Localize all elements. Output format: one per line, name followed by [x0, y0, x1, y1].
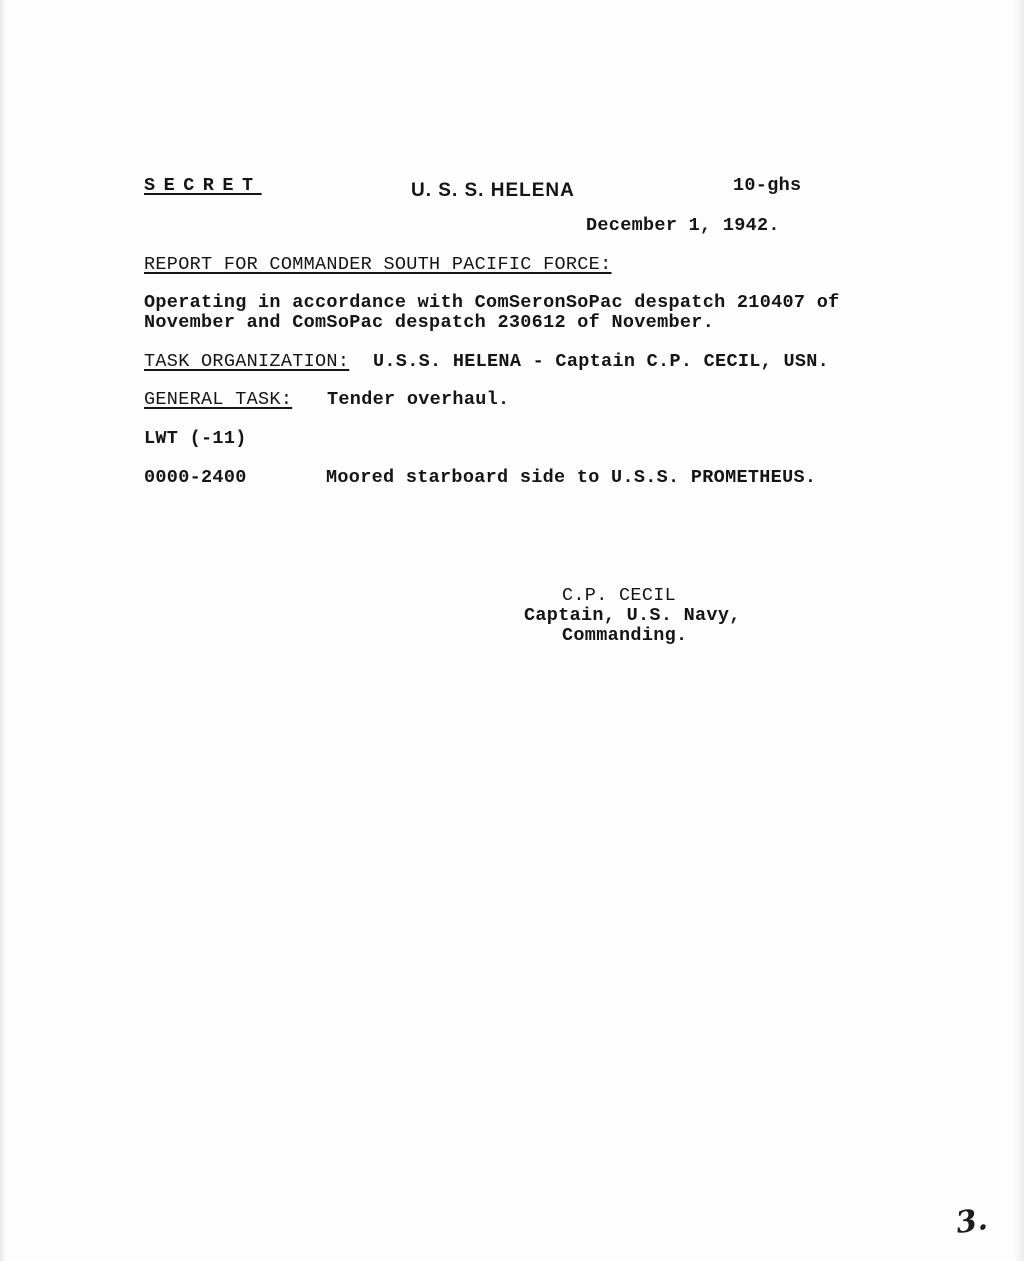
signature-role: Commanding.	[562, 625, 688, 646]
scan-edge-left	[0, 0, 6, 1261]
file-code: 10-ghs	[733, 175, 802, 196]
operating-line-2: November and ComSoPac despatch 230612 of November.	[144, 312, 715, 333]
report-date: December 1, 1942.	[586, 215, 780, 236]
report-heading: REPORT FOR COMMANDER SOUTH PACIFIC FORCE:	[144, 254, 612, 275]
ship-title: U. S. S. HELENA	[411, 180, 575, 201]
log-time: 0000-2400	[144, 467, 247, 488]
classification-label: SECRET	[144, 175, 262, 196]
time-zone: LWT (-11)	[144, 428, 247, 449]
scan-edge-right	[1014, 0, 1024, 1261]
log-entry: Moored starboard side to U.S.S. PROMETHEUS.	[326, 467, 817, 488]
signature-name: C.P. CECIL	[562, 585, 677, 606]
general-task-value: Tender overhaul.	[327, 389, 510, 410]
general-task-label: GENERAL TASK:	[144, 389, 293, 410]
signature-rank: Captain, U.S. Navy,	[524, 605, 741, 626]
task-organization-value: U.S.S. HELENA - Captain C.P. CECIL, USN.	[373, 351, 830, 372]
handwritten-page-number: 3.	[953, 1201, 990, 1242]
task-organization-label: TASK ORGANIZATION:	[144, 351, 350, 372]
operating-line-1: Operating in accordance with ComSeronSoPac despatch 210407 of	[144, 292, 840, 313]
